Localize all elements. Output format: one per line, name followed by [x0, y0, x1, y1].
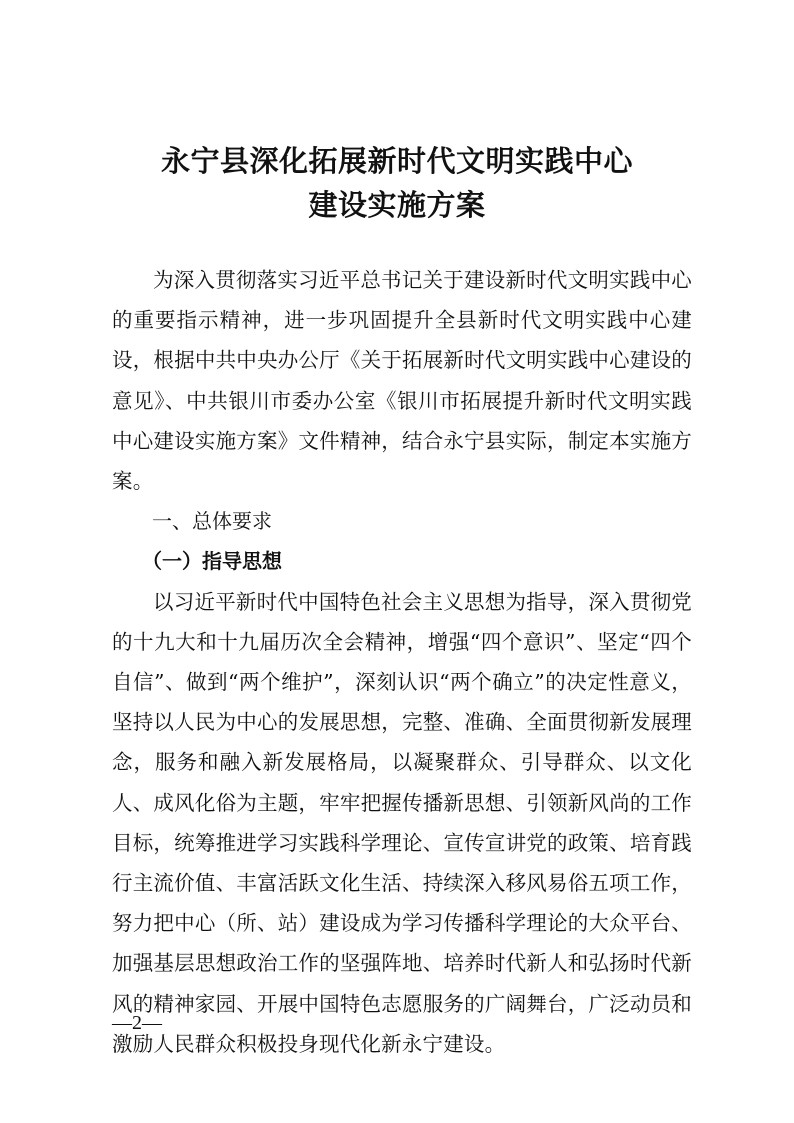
document-title-line1: 永宁县深化拓展新时代文明实践中心: [160, 144, 633, 178]
subsection-heading-guiding-thought: （一）指导思想: [142, 549, 282, 574]
section-heading-general-requirements: 一、总体要求: [152, 509, 272, 534]
page-number: —2—: [112, 1012, 162, 1034]
document-body: [112, 260, 692, 1064]
document-title-line2: 建设实施方案: [308, 188, 486, 222]
intro-paragraph: 为深入贯彻落实习近平总书记关于建设新时代文明实践中心的重要指示精神，进一步巩固提升全县新时代文明实践中心建设，根据中共中央办公厅《关于拓展新时代文明实践中心建设的意见》、中共银川市委办公室《银川市拓展提升新时代文明实践中心建设实施方案》文件精神，结合永宁县实际，制定本实施方案。: [112, 268, 692, 494]
guiding-thought-paragraph: 以习近平新时代中国特色社会主义思想为指导，深入贯彻党的十九大和十九届历次全会精神，增强“四个意识”、坚定“四个自信”、做到“两个维护”，深刻认识“两个确立”的决定性意义，坚持以人民为中心的发展思想，完整、准确、全面贯彻新发展理念，服务和融入新发展格局，以凝聚群众、引导群众、以文化人、成风化俗为主题，牢牢把握传播新思想、引领新风尚的工作目标，统筹推进学习实践科学理论、宣传宣讲党的政策、培育践行主流价值、丰富活跃文化生活、持续深入移风易俗五项工作，努力把中心（所、站）建设成为学习传播科学理论的大众平台、加强基层思想政治工作的坚强阵地、培养时代新人和弘扬时代新风的精神家园、开展中国特色志愿服务的广阔舞台，广泛动员和激励人民群众积极投身现代化新永宁建设。: [112, 589, 692, 1056]
